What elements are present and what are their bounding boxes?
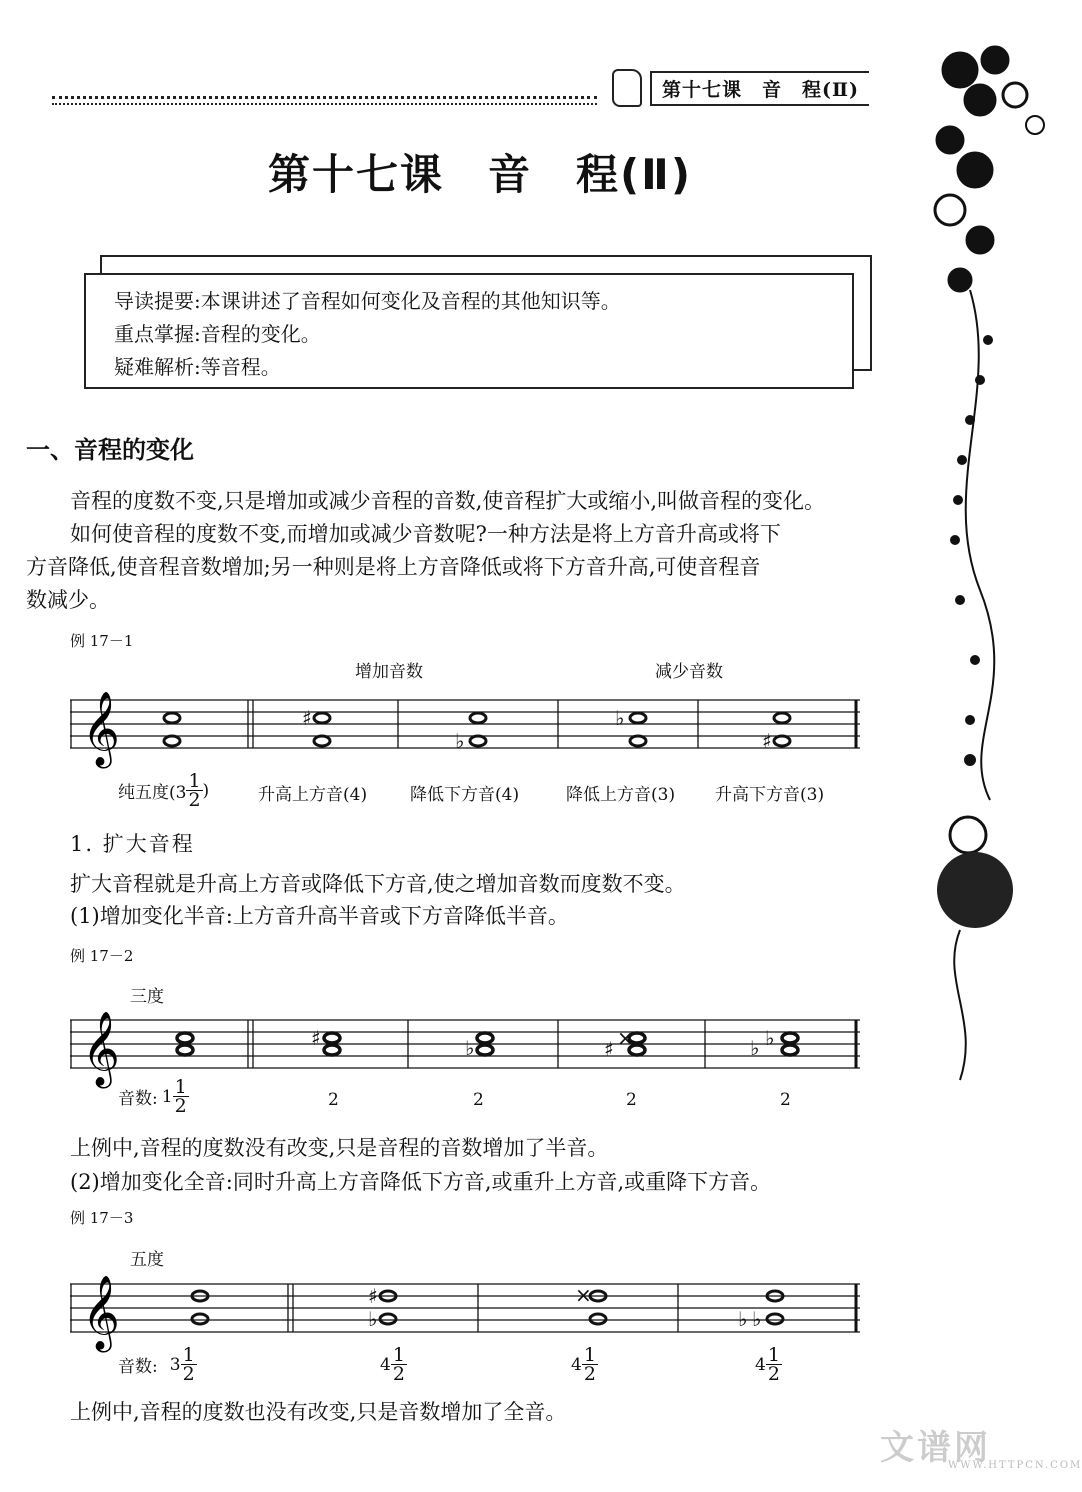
count-row-ex3	[118, 1346, 197, 1383]
fraction: $\frac{1}{2}$	[182, 1344, 195, 1385]
guide-line: 重点掌握:音程的变化。	[114, 322, 321, 346]
paragraph: 数减少。	[26, 588, 110, 612]
fraction: $\frac{1}{2}$	[767, 1344, 780, 1385]
caption: )	[202, 780, 210, 801]
caption: 升高下方音(3)	[715, 785, 825, 805]
floral-border-decoration	[920, 40, 1067, 1140]
flat-icon: ♭	[615, 706, 625, 730]
flat-icon: ♭	[752, 1307, 762, 1331]
sharp-icon: ♯	[604, 1037, 614, 1061]
guide-line: 导读提要:本课讲述了音程如何变化及音程的其他知识等。	[114, 289, 621, 313]
count-value: 2	[473, 1090, 484, 1110]
fraction: $\frac{1}{2}$	[188, 770, 201, 811]
paragraph: 如何使音程的度数不变,而增加或减少音数呢?一种方法是将上方音升高或将下	[70, 522, 781, 546]
paragraph: 上例中,音程的度数没有改变,只是音程的音数增加了半音。	[70, 1136, 609, 1160]
flat-icon: ♭	[765, 1026, 775, 1050]
double-sharp-icon: ×	[617, 1026, 634, 1050]
music-staff-ex2	[70, 1008, 865, 1088]
count-value: 3	[169, 1354, 181, 1375]
example-label: 例 17－2	[70, 947, 134, 965]
caption-row-ex1	[118, 772, 209, 809]
paragraph: (2)增加变化全音:同时升高上方音降低下方音,或重升上方音,或重降下方音。	[70, 1170, 772, 1194]
count-cell	[571, 1346, 598, 1383]
watermark: 文谱网	[880, 1428, 991, 1468]
header-rule	[52, 96, 597, 99]
subsection-heading: 1. 扩大音程	[70, 832, 195, 856]
caption: 纯五度(3	[118, 783, 187, 803]
caption: 降低上方音(3)	[566, 785, 676, 805]
example-title: 三度	[130, 987, 164, 1007]
sharp-icon: ♯	[368, 1284, 378, 1308]
count-value: 4	[571, 1354, 582, 1375]
example-label: 例 17－1	[70, 632, 134, 650]
music-staff-ex1	[70, 688, 865, 768]
flat-icon: ♭	[368, 1307, 378, 1331]
sharp-icon: ♯	[311, 1026, 321, 1050]
scroll-icon	[612, 69, 642, 107]
flat-icon: ♭	[750, 1036, 760, 1060]
group-label-add: 增加音数	[355, 662, 423, 682]
count-label: 音数:	[118, 1357, 158, 1377]
caption: 升高上方音(4)	[258, 785, 368, 805]
fraction: $\frac{1}{2}$	[392, 1344, 405, 1385]
group-label-reduce: 减少音数	[655, 662, 723, 682]
count-value: 2	[626, 1090, 637, 1110]
sharp-icon: ♯	[302, 706, 312, 730]
paragraph: (1)增加变化半音:上方音升高半音或下方音降低半音。	[70, 904, 569, 928]
flat-icon: ♭	[455, 729, 465, 753]
fraction: $\frac{1}{2}$	[583, 1344, 596, 1385]
example-title: 五度	[130, 1250, 164, 1270]
treble-clef-icon: 𝄞	[82, 1276, 120, 1350]
flat-icon: ♭	[738, 1307, 748, 1331]
paragraph: 上例中,音程的度数也没有改变,只是音数增加了全音。	[70, 1400, 567, 1424]
count-value: 2	[328, 1090, 339, 1110]
running-title: 第十七课 音 程(Ⅱ)	[650, 71, 869, 106]
count-value: 4	[380, 1354, 391, 1375]
count-value: 2	[780, 1090, 791, 1110]
running-header	[612, 70, 869, 106]
double-sharp-icon: ×	[575, 1283, 592, 1307]
treble-clef-icon: 𝄞	[82, 692, 120, 766]
guide-box	[84, 273, 854, 389]
count-cell	[755, 1346, 782, 1383]
section-heading: 一、音程的变化	[26, 436, 194, 464]
paragraph: 扩大音程就是升高上方音或降低下方音,使之增加音数而度数不变。	[70, 872, 686, 896]
treble-clef-icon: 𝄞	[82, 1012, 120, 1086]
count-value: 1	[161, 1086, 173, 1107]
guide-line: 疑难解析:等音程。	[114, 355, 281, 379]
music-staff-ex3	[70, 1272, 865, 1352]
watermark-url: WWW.HTTPCN.COM	[948, 1460, 1082, 1471]
count-cell	[380, 1346, 407, 1383]
header-rule-2	[52, 103, 597, 105]
example-label: 例 17－3	[70, 1209, 134, 1227]
page-title: 第十七课 音 程(Ⅱ)	[267, 150, 693, 199]
count-label: 音数:	[118, 1089, 158, 1109]
flat-icon: ♭	[465, 1036, 475, 1060]
paragraph: 音程的度数不变,只是增加或减少音程的音数,使音程扩大或缩小,叫做音程的变化。	[70, 489, 826, 513]
count-row-ex2	[118, 1078, 189, 1115]
sharp-icon: ♯	[762, 729, 772, 753]
paragraph: 方音降低,使音程音数增加;另一种则是将上方音降低或将下方音升高,可使音程音	[26, 555, 761, 579]
count-value: 4	[755, 1354, 766, 1375]
fraction: $\frac{1}{2}$	[174, 1076, 187, 1117]
caption: 降低下方音(4)	[410, 785, 520, 805]
